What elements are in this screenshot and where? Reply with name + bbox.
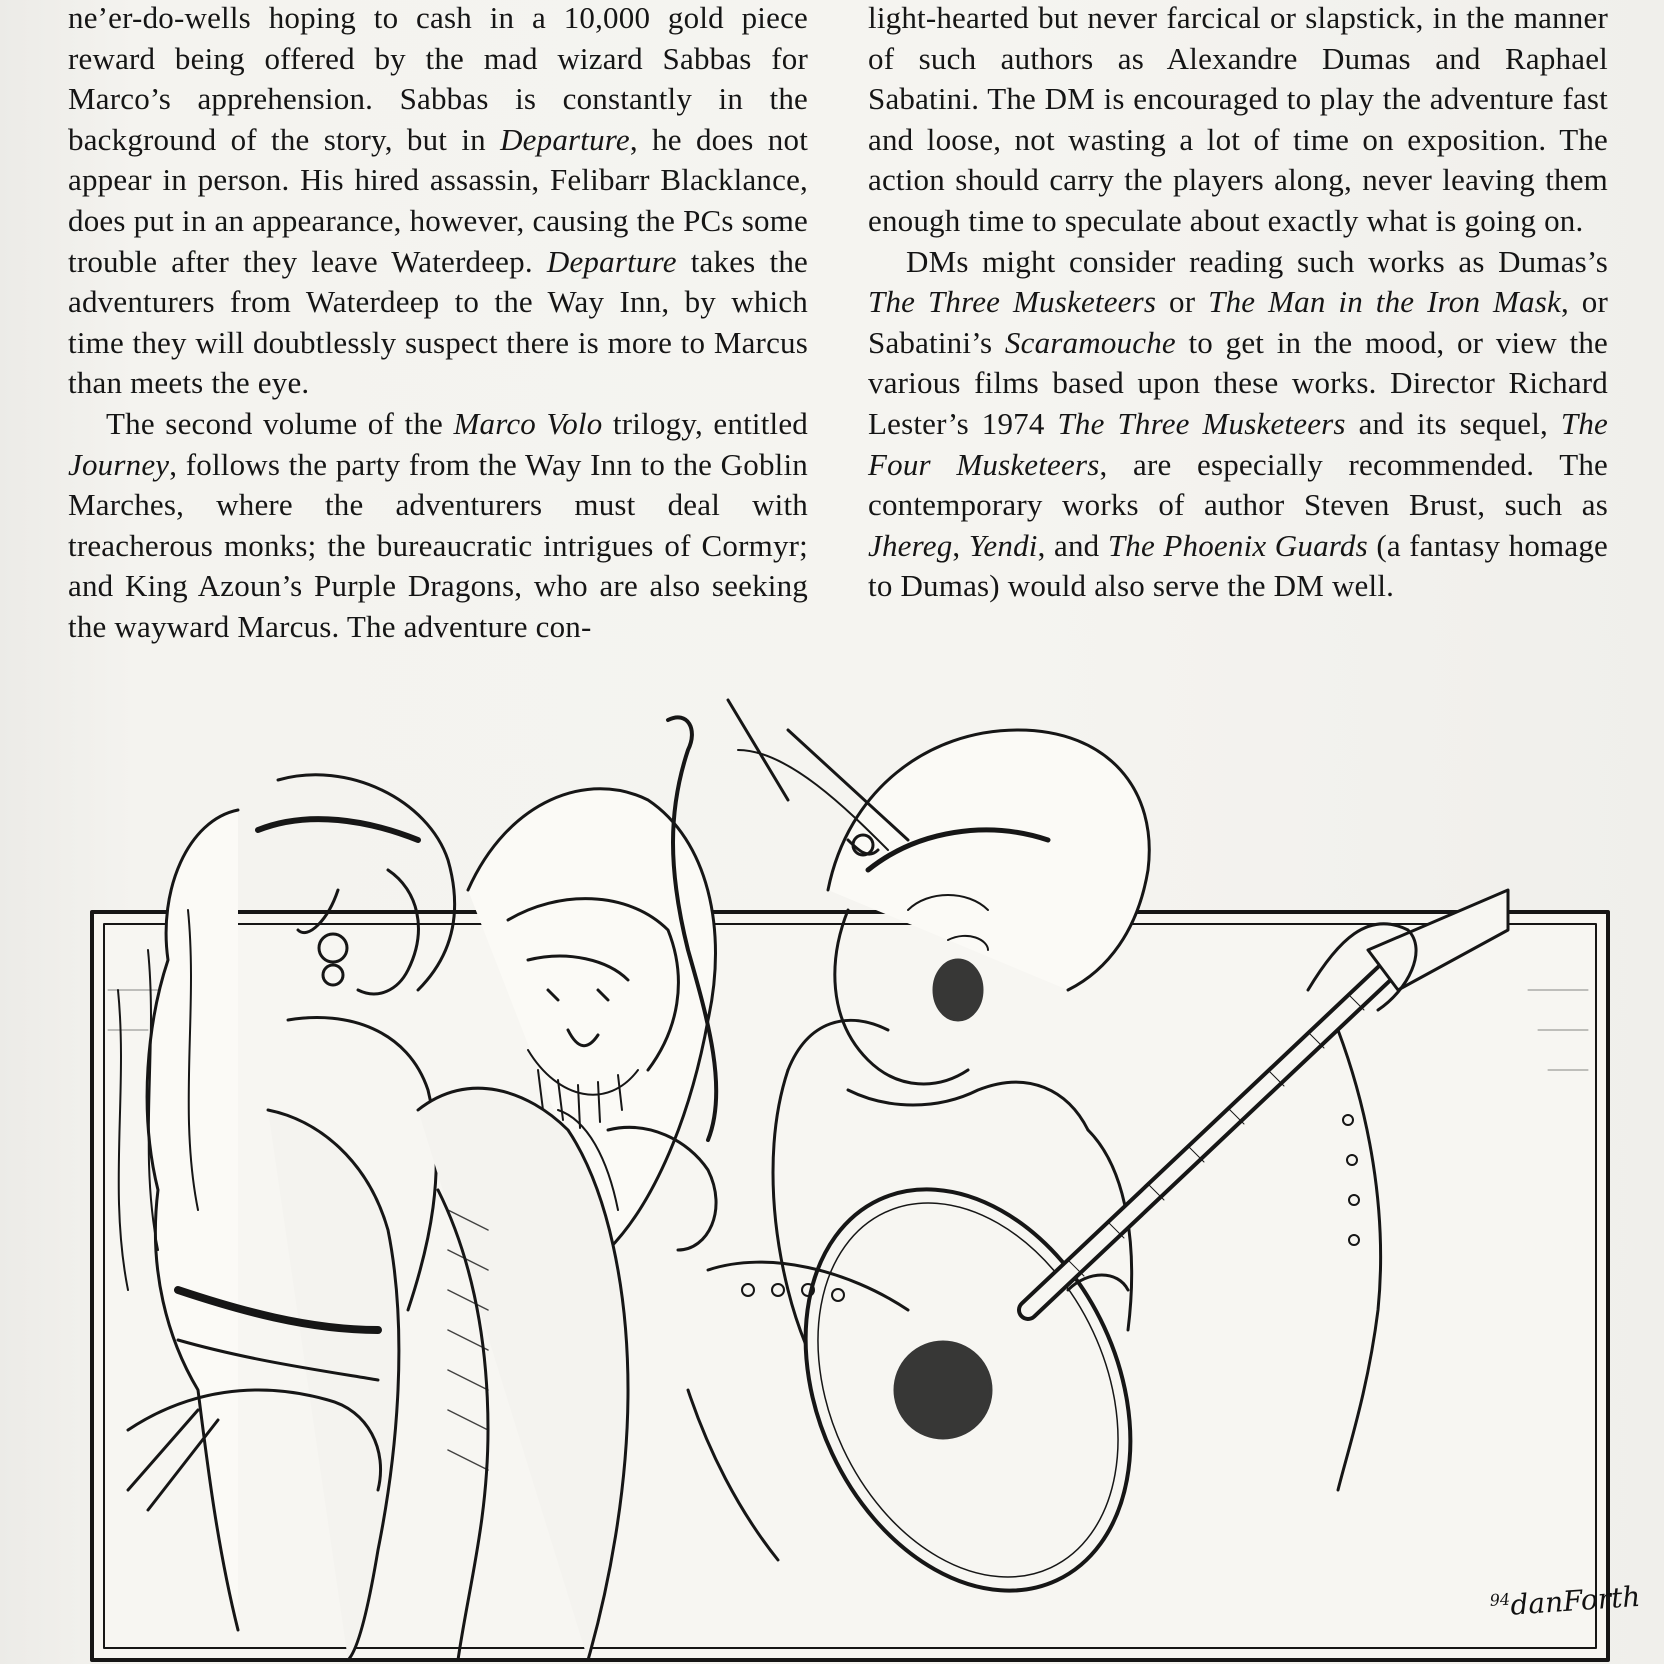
text-run: takes the adventurers from Waterdeep to the Way Inn, by which time they will doubtlessly suspect there is more to Marcus than meets the eye. xyxy=(68,243,808,401)
text-run: , are especially recommended. The contemporary works of author Steven Brust, such as xyxy=(868,446,1608,523)
italic-title: Journey xyxy=(68,446,170,482)
text-run: , or Sabatini’s xyxy=(868,284,1609,360)
italic-title: The Four Musketeers xyxy=(868,405,1608,482)
text-run: to get in the mood, or view the various films based upon these works. Director Richard Lester’s 1974 xyxy=(868,324,1609,441)
italic-title: Yendi xyxy=(968,527,1038,563)
text-run: ne’er-do-wells hoping to cash in a 10,000 gold piece reward being offered by the mad wizard Sabbas for Marco’s apprehension. Sabbas is constantly in the background of the story, but in xyxy=(68,0,808,157)
text-run: trilogy, entitled xyxy=(602,405,809,441)
text-run: , and xyxy=(1037,527,1108,563)
italic-title: The Man in the Iron Mask xyxy=(1208,284,1561,320)
text-run: , follows the party from the Way Inn to the Goblin Marches, where the adventurers must deal with treacherous monks; the bureaucratic intrigues of Cormyr; and King Azoun’s Purple Dragons, who are also seeking the wayward Marcus. The adventure con- xyxy=(68,446,808,644)
italic-title: The Three Musketeers xyxy=(868,284,1157,320)
italic-title: Marco Volo xyxy=(453,405,603,441)
italic-title: Departure xyxy=(500,121,630,157)
text-run: The second volume of the xyxy=(106,405,454,441)
left-text-column xyxy=(68,0,808,648)
left-paragraph-2 xyxy=(68,404,808,648)
text-run: DMs might consider reading such works as Dumas’s xyxy=(906,243,1608,279)
left-paragraph-1 xyxy=(68,0,808,404)
text-run: or xyxy=(1156,284,1209,320)
illustration-svg xyxy=(88,690,1614,1664)
italic-title: The Phoenix Guards xyxy=(1107,527,1368,563)
text-run: light-hearted but never farcical or slapstick, in the manner of such authors as Alexandre Dumas and Raphael Sabatini. The DM is encouraged to play the adventure fast and loose, not wasting a lot of time on exposition. The action should carry the players along, never leaving them enough time to speculate about exactly what is going on. xyxy=(868,0,1608,238)
italic-title: Scaramouche xyxy=(1004,324,1176,360)
text-run: (a fantasy homage to Dumas) would also serve the DM well. xyxy=(868,527,1608,604)
right-text-column xyxy=(868,0,1608,607)
italic-title: Jhereg xyxy=(868,527,953,563)
signature-name: danForth xyxy=(1509,1579,1642,1622)
ink-illustration xyxy=(88,690,1614,1664)
italic-title: The Three Musketeers xyxy=(1057,405,1346,441)
right-paragraph-1 xyxy=(868,0,1608,242)
text-run: , he does not appear in person. His hired assassin, Felibarr Blacklance, does put in an appearance, however, causing the PCs some trouble after they leave Waterdeep. xyxy=(68,121,809,279)
text-run: , xyxy=(952,527,969,563)
italic-title: Departure xyxy=(546,243,677,279)
signature-year: 94 xyxy=(1489,1589,1511,1610)
text-run: and its sequel, xyxy=(1345,405,1561,441)
right-paragraph-2 xyxy=(868,242,1608,607)
